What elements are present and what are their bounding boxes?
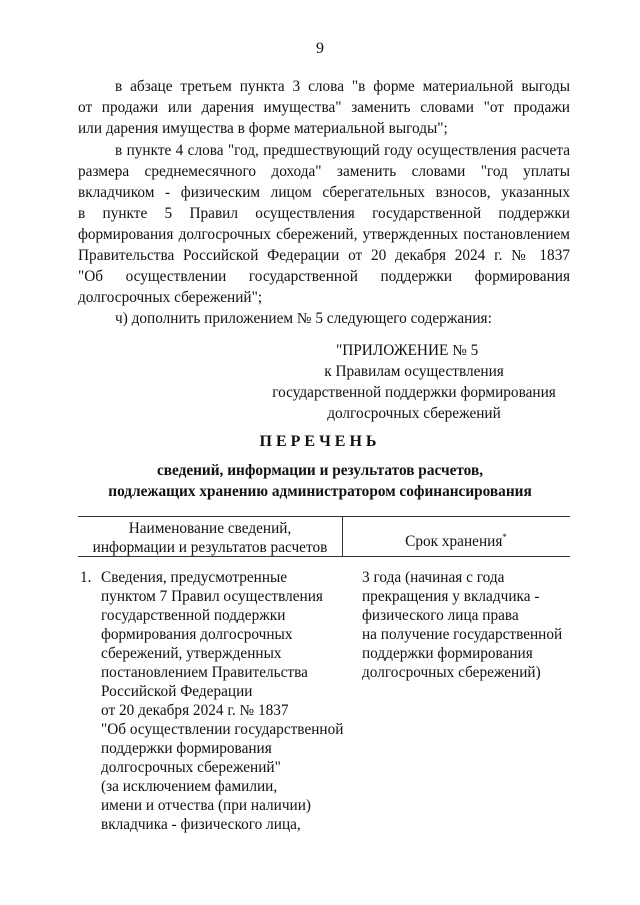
row-name-line: поддержки формирования	[101, 740, 272, 757]
header-term-label: Срок хранения	[405, 533, 503, 551]
header-name-line: Наименование сведений,	[128, 520, 292, 537]
row-name-line: долгосрочных сбережений"	[101, 759, 281, 776]
body-line: в пункте 4 слова "год, предшествующий году осуществления расчета	[115, 142, 570, 159]
appendix-title: "ПРИЛОЖЕНИЕ № 5	[336, 342, 479, 359]
header-term	[342, 528, 570, 551]
appendix-line: к Правилам осуществления	[324, 363, 504, 380]
body-line: размера среднемесячного дохода" заменить словами "год уплаты	[78, 163, 570, 180]
body-line: "Об осуществлении государственной поддержки формирования	[78, 268, 570, 285]
row-name-line: от 20 декабря 2024 г. № 1837	[101, 702, 289, 719]
body-line: формирования долгосрочных сбережений, утвержденных постановлением	[78, 226, 570, 243]
list-title: ПЕРЕЧЕНЬ	[259, 433, 381, 450]
row-name	[101, 568, 346, 834]
row-term-line: поддержки формирования	[362, 645, 533, 662]
row-name-line: имени и отчества (при наличии)	[101, 797, 311, 814]
row-term-line: 3 года (начиная с года	[362, 569, 505, 586]
row-name-line: формирования долгосрочных	[101, 626, 293, 643]
header-name-line: информации и результатов расчетов	[92, 539, 328, 556]
row-term-line: прекращения у вкладчика -	[362, 588, 540, 605]
body-line: Правительства Российской Федерации от 20 декабря 2024 г. № 1837	[78, 247, 570, 264]
row-number: 1.	[80, 569, 92, 586]
row-name-line: Российской Федерации	[101, 683, 253, 700]
row-term-line: долгосрочных сбережений)	[362, 664, 541, 681]
row-name-line: (за исключением фамилии,	[101, 778, 278, 795]
body-line: в абзаце третьем пункта 3 слова "в форме материальной выгоды	[115, 78, 570, 95]
body-line: от продажи или дарения имущества" заменить словами "от продажи	[78, 99, 570, 116]
row-name-line: пунктом 7 Правил осуществления	[101, 588, 323, 605]
body-line: вкладчиком - физическим лицом сберегательных взносов, указанных	[78, 184, 570, 201]
footnote-marker: *	[502, 532, 507, 542]
row-name-line: государственной поддержки	[101, 607, 286, 624]
subtitle-line: сведений, информации и результатов расчетов,	[156, 462, 484, 479]
row-name-line: "Об осуществлении государственной	[101, 721, 344, 738]
body-line: ч) дополнить приложением № 5 следующего содержания:	[115, 310, 492, 327]
row-name-line: Сведения, предусмотренные	[101, 569, 288, 586]
row-name-line: сбережений, утвержденных	[101, 645, 282, 662]
row-term-line: физического лица права	[362, 607, 519, 624]
row-name-line: вкладчика - физического лица,	[101, 816, 301, 833]
table-top-border	[78, 516, 570, 517]
body-line: или дарения имущества в форме материальной выгоды";	[78, 120, 448, 137]
row-term-line: на получение государственной	[362, 626, 563, 643]
row-term	[362, 568, 570, 682]
page-number: 9	[316, 40, 324, 57]
body-line: в пункте 5 Правил осуществления государственной поддержки	[78, 205, 570, 222]
appendix-line: долгосрочных сбережений	[327, 405, 501, 422]
appendix-line: государственной поддержки формирования	[272, 384, 556, 401]
subtitle-line: подлежащих хранению администратором софинансирования	[108, 483, 532, 500]
row-name-line: постановлением Правительства	[101, 664, 308, 681]
table-header-border	[78, 556, 570, 557]
body-line: долгосрочных сбережений";	[78, 289, 263, 306]
